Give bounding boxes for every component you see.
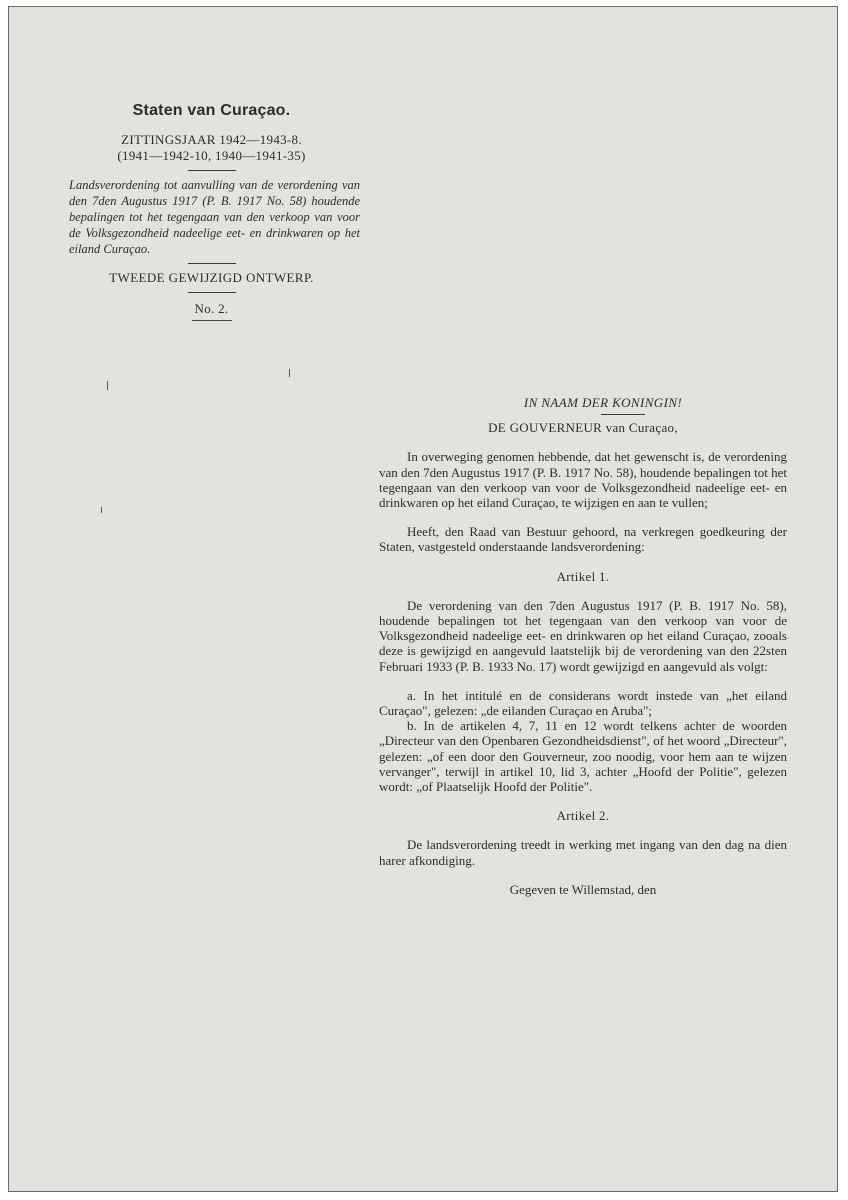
enactment-paragraph: Heeft, den Raad van Bestuur gehoord, na verkregen goedkeuring der Staten, vastgesteld onderstaande landsverordening: — [379, 524, 787, 555]
paper-mark — [101, 507, 102, 513]
closing-line: Gegeven te Willemstad, den — [509, 881, 657, 897]
document-header — [59, 102, 364, 325]
org-title: Staten van Curaçao. — [132, 102, 291, 119]
governor-line: DE GOUVERNEUR van Curaçao, — [488, 420, 678, 436]
considering-paragraph: In overweging genomen hebbende, dat het gewenscht is, de verordening van den 7den Augustus 1917 (P. B. 1917 No. 58), houdende bepalingen tot het tegengaan van den verkoop van voor de Volksgezondheid nadeelige eet- en drinkwaren op het eiland Curaçao, te wijzigen en aan te vullen; — [379, 449, 787, 511]
article-1-text: De verordening van den 7den Augustus 1917 (P. B. 1917 No. 58), houdende bepalingen tot het tegengaan van den verkoop van voor de Volksgezondheid nadeelige eet- en drinkwaren op het eiland Curaçao, zooals deze is gewijzigd en aangevuld laatstelijk bij de verordening van den 22sten Februari 1933 (P. B. 1933 No. 17) wordt gewijzigd en aangevuld als volgt: — [379, 597, 787, 674]
ordinance-subject: Landsverordening tot aanvulling van de verordening van den 7den Augustus 1917 (P. B. 1917 No. 58) houdende bepalingen tot het tegengaan van den verkoop van voor de Volksgezondheid nadeelige eet- en drinkwaren op het eiland Curaçao. — [69, 178, 360, 256]
paper-mark — [289, 369, 290, 377]
article-1-heading: Artikel 1. — [556, 568, 610, 584]
document-page — [8, 6, 838, 1192]
invocation: IN NAAM DER KONINGIN! — [523, 395, 683, 410]
draft-label: TWEEDE GEWIJZIGD ONTWERP. — [109, 270, 314, 285]
article-1-item-b: b. In de artikelen 4, 7, 11 en 12 wordt telkens achter de woorden „Directeur van den Openbaren Gezondheidsdienst", of het woord „Directeur", gelezen: „of een door den Gouverneur, zoo noodig, voor hem aan te wijzen vervanger", terwijl in artikel 10, lid 3, achter „Hoofd der Politie", gelezen wordt: „of Plaatselijk Hoofd der Politie". — [379, 718, 787, 795]
article-2-text: De landsverordening treedt in werking met ingang van den dag na dien harer afkondiging. — [379, 837, 787, 868]
document-number: No. 2. — [194, 301, 229, 316]
divider — [188, 170, 236, 171]
divider — [601, 414, 645, 415]
divider — [188, 292, 236, 293]
article-1-item-a: a. In het intitulé en de considerans wordt instede van „het eiland Curaçao", gelezen: „de eilanden Curaçao en Aruba"; — [379, 687, 787, 719]
struck-number-mark — [192, 320, 232, 325]
session-year: ZITTINGSJAAR 1942—1943-8. — [121, 132, 302, 147]
paper-mark — [107, 381, 108, 390]
divider — [188, 263, 236, 264]
session-years-previous: (1941—1942-10, 1940—1941-35) — [117, 148, 306, 163]
article-2-heading: Artikel 2. — [556, 808, 610, 824]
ordinance-body — [379, 395, 787, 897]
